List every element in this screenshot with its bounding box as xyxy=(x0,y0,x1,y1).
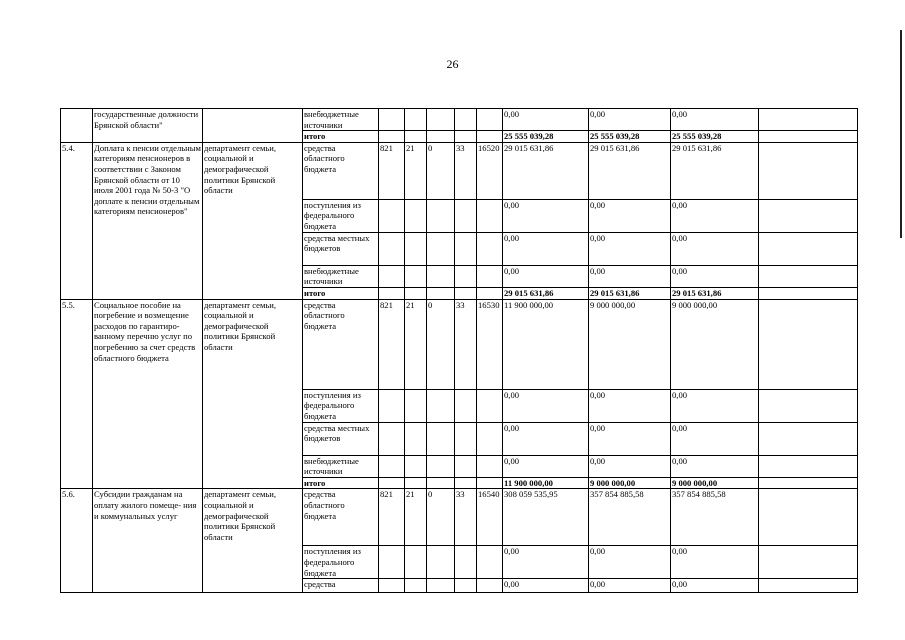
row-number: 5.6. xyxy=(61,489,93,593)
executor: департамент семьи, социальной и демографической политики Брянской области xyxy=(203,142,303,299)
value: 29 015 631,86 xyxy=(589,142,671,199)
total-value: 11 900 000,00 xyxy=(503,477,589,489)
value: 0,00 xyxy=(671,265,759,287)
value: 11 900 000,00 xyxy=(503,299,589,389)
page-number: 26 xyxy=(446,57,459,71)
code: 33 xyxy=(455,489,477,546)
row-number: 5.5. xyxy=(61,299,93,489)
value: 29 015 631,86 xyxy=(671,142,759,199)
value: 0,00 xyxy=(589,199,671,232)
executor: департамент семьи, социальной и демографической политики Брянской области xyxy=(203,299,303,489)
value: 0,00 xyxy=(589,455,671,477)
value: 0,00 xyxy=(589,546,671,579)
code: 16540 xyxy=(477,489,503,546)
value: 0,00 xyxy=(503,265,589,287)
code: 0 xyxy=(427,489,455,546)
code: 821 xyxy=(379,489,405,546)
value: 0,00 xyxy=(671,455,759,477)
source-label: внебюджетные источники xyxy=(303,455,379,477)
code: 0 xyxy=(427,299,455,389)
row-number: 5.4. xyxy=(61,142,93,299)
code: 21 xyxy=(405,299,427,389)
value: 357 854 885,58 xyxy=(671,489,759,546)
value: 0,00 xyxy=(503,546,589,579)
value: 0,00 xyxy=(671,389,759,422)
value: 0,00 xyxy=(503,232,589,265)
value: 0,00 xyxy=(589,579,671,593)
value: 357 854 885,58 xyxy=(589,489,671,546)
value: 0,00 xyxy=(589,389,671,422)
value: 0,00 xyxy=(503,389,589,422)
value: 29 015 631,86 xyxy=(503,142,589,199)
source-label: средства местных бюджетов xyxy=(303,422,379,455)
source-label: внебюджетные источники xyxy=(303,265,379,287)
source-label: средства областного бюджета xyxy=(303,142,379,199)
measure-name: Субсидии гражданам на оплату жилого помеще- ния и коммунальных услуг xyxy=(93,489,203,593)
value: 0,00 xyxy=(671,109,759,131)
source-label: средства местных бюджетов xyxy=(303,232,379,265)
total-value: 9 000 000,00 xyxy=(589,477,671,489)
source-label: средства xyxy=(303,579,379,593)
source-label: поступления из федерального бюджета xyxy=(303,546,379,579)
code: 21 xyxy=(405,489,427,546)
value: 9 000 000,00 xyxy=(589,299,671,389)
source-label: итого xyxy=(303,477,379,489)
total-value: 29 015 631,86 xyxy=(589,287,671,299)
total-value: 29 015 631,86 xyxy=(503,287,589,299)
value: 0,00 xyxy=(503,579,589,593)
code: 821 xyxy=(379,299,405,389)
value: 9 000 000,00 xyxy=(671,299,759,389)
table-row xyxy=(61,299,858,389)
measure-name: Социальное пособие на погребение и возмещение расходов по гарантиро- ванному перечню услуг по погребению за счет средств областного бюджета xyxy=(93,299,203,489)
source-label: средства областного бюджета xyxy=(303,299,379,389)
code: 21 xyxy=(405,142,427,199)
code: 16530 xyxy=(477,299,503,389)
value: 0,00 xyxy=(503,199,589,232)
source-label: итого xyxy=(303,131,379,143)
total-value: 25 555 039,28 xyxy=(671,131,759,143)
value: 0,00 xyxy=(589,232,671,265)
value: 0,00 xyxy=(671,232,759,265)
value: 308 059 535,95 xyxy=(503,489,589,546)
total-value: 25 555 039,28 xyxy=(589,131,671,143)
source-label: средства областного бюджета xyxy=(303,489,379,546)
executor xyxy=(203,109,303,143)
value: 0,00 xyxy=(589,109,671,131)
value: 0,00 xyxy=(503,455,589,477)
source-label: поступления из федерального бюджета xyxy=(303,199,379,232)
row-number xyxy=(61,109,93,143)
value: 0,00 xyxy=(503,422,589,455)
total-value: 29 015 631,86 xyxy=(671,287,759,299)
code: 821 xyxy=(379,142,405,199)
value: 0,00 xyxy=(589,265,671,287)
value: 0,00 xyxy=(503,109,589,131)
page-edge-line xyxy=(900,30,902,238)
value: 0,00 xyxy=(671,422,759,455)
code: 33 xyxy=(455,142,477,199)
table-row xyxy=(61,489,858,546)
source-label: поступления из федерального бюджета xyxy=(303,389,379,422)
measure-name: государственные должности Брянской области" xyxy=(93,109,203,143)
table-row xyxy=(61,109,858,131)
budget-table xyxy=(60,108,858,593)
table-row xyxy=(61,142,858,199)
value: 0,00 xyxy=(671,199,759,232)
executor: департамент семьи, социальной и демографической политики Брянской области xyxy=(203,489,303,593)
total-value: 9 000 000,00 xyxy=(671,477,759,489)
value: 0,00 xyxy=(589,422,671,455)
total-value: 25 555 039,28 xyxy=(503,131,589,143)
code: 16520 xyxy=(477,142,503,199)
value: 0,00 xyxy=(671,546,759,579)
value: 0,00 xyxy=(671,579,759,593)
source-label: итого xyxy=(303,287,379,299)
measure-name: Доплата к пенсии отдельным категориям пенсионеров в соответствии с Законом Брянской области от 10 июля 2001 года № 50-3 "О доплате к пенсии отдельным категориям пенсионеров" xyxy=(93,142,203,299)
code: 33 xyxy=(455,299,477,389)
code: 0 xyxy=(427,142,455,199)
source-label: внебюджетные источники xyxy=(303,109,379,131)
